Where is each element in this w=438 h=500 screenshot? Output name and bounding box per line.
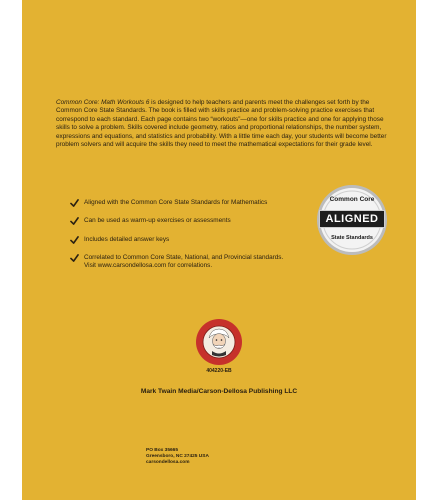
publisher-name: Mark Twain Media/Carson-Dellosa Publishing LLC	[140, 388, 298, 395]
book-title: Common Core: Math Workouts 6	[56, 99, 150, 106]
mark-twain-portrait-icon	[195, 318, 243, 366]
badge-band-text: ALIGNED	[319, 210, 385, 228]
list-item	[70, 236, 169, 244]
address-line: Greensboro, NC 27425 USA	[146, 454, 209, 460]
list-item	[70, 199, 267, 207]
checkmark-icon	[70, 236, 79, 244]
list-item-text: Correlated to Common Core State, National, and Provincial standards.	[84, 254, 284, 261]
badge-bottom-text: State Standards	[331, 235, 373, 241]
website-text: carsondellosa.com	[146, 460, 190, 466]
item-code: 404220-EB	[206, 368, 232, 374]
description-text: is designed to help teachers and parents meet the challenges set forth by the Common Core State Standards. The book is filled with skills practice and problem-solving practice exercises that correspond to each standard. Each page contains two “workouts”—one for skills practice and one for applying those skills to solve a problem. Skills covered include geometry, ratios and proportional relationships, the number system, expressions and equations, and statistics and probability. With a little time each day, your students will become better problem solvers and will acquire the skills they need to meet the mathematical expectations for their grade level.	[56, 99, 387, 149]
list-item	[70, 254, 283, 270]
list-item-text: Includes detailed answer keys	[84, 236, 170, 243]
list-item-text: Can be used as warm-up exercises or assessments	[84, 217, 231, 224]
description-paragraph	[56, 99, 392, 149]
checkmark-icon	[70, 217, 79, 225]
list-item-text: Aligned with the Common Core State Standards for Mathematics	[84, 199, 268, 206]
checkmark-icon	[70, 199, 79, 207]
common-core-aligned-badge	[315, 183, 389, 257]
correlations-link-text: Visit www.carsondellosa.com for correlations.	[84, 262, 213, 269]
badge-top-text: Common Core	[329, 196, 375, 203]
list-item	[70, 217, 231, 225]
address-line: PO Box 35665	[146, 448, 178, 453]
mark-twain-media-logo	[195, 318, 243, 366]
checkmark-icon	[70, 254, 79, 262]
publisher-address	[146, 448, 209, 467]
